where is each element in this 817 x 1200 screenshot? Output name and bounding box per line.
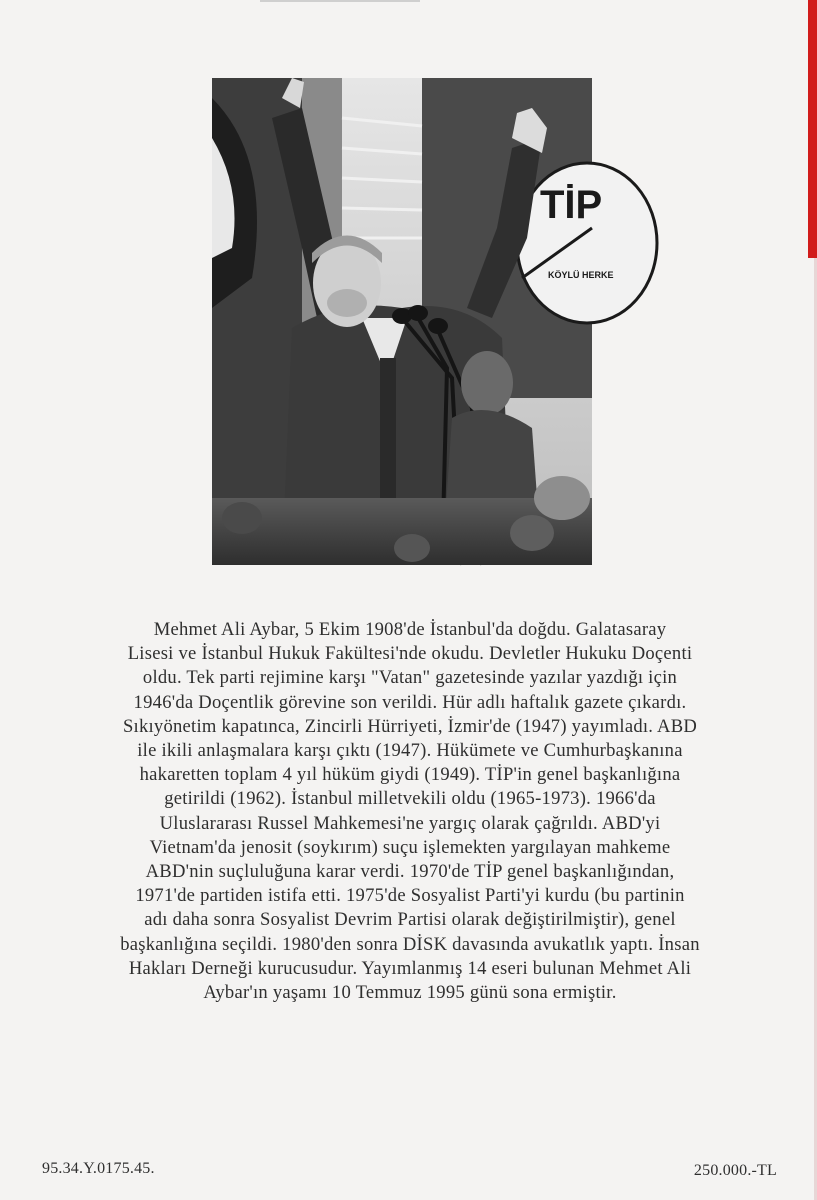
bio-line: Vietnam'da jenosit (soykırım) suçu işlemekten yargılayan mahkeme <box>149 836 671 858</box>
bio-line: 1946'da Doçentlik görevine son verildi. Hür adlı haftalık gazete çıkardı. <box>133 691 687 713</box>
tip-sign-subtext: KÖYLÜ HERKE <box>548 270 614 280</box>
author-biography <box>60 618 760 1005</box>
bio-line: Sıkıyönetim kapatınca, Zincirli Hürriyeti, İzmir'de (1947) yayımladı. ABD <box>122 715 698 737</box>
bio-line: başkanlığına seçildi. 1980'den sonra DİSK davasında avukatlık yaptı. İnsan <box>120 933 700 955</box>
bio-line: 1971'de partiden istifa etti. 1975'de Sosyalist Parti'yi kurdu (bu partinin <box>135 885 685 907</box>
bio-line: Uluslararası Russel Mahkemesi'ne yargıç olarak çağrıldı. ABD'yi <box>159 812 661 834</box>
bio-line: adı daha sonra Sosyalist Devrim Partisi olarak değiştirilmiştir), genel <box>144 909 676 931</box>
bio-line: hakaretten toplam 4 yıl hüküm giydi (1949). TİP'in genel başkanlığına <box>139 764 681 786</box>
bio-line: Aybar'ın yaşamı 10 Temmuz 1995 günü sona ermiştir. <box>203 982 617 1004</box>
bio-line: getirildi (1962). İstanbul milletvekili oldu (1965-1973). 1966'da <box>164 788 656 810</box>
catalog-code: 95.34.Y.0175.45. <box>42 1160 155 1177</box>
price-label: 250.000.-TL <box>693 1162 777 1179</box>
top-edge-rule <box>260 0 420 2</box>
bio-line: oldu. Tek parti rejimine karşı "Vatan" gazetesinde yazılar yazdığı için <box>142 667 678 689</box>
bio-line: Mehmet Ali Aybar, 5 Ekim 1908'de İstanbul'da doğdu. Galatasaray <box>153 619 667 640</box>
bio-line: Hakları Derneği kurucusudur. Yayımlanmış 14 eseri bulunan Mehmet Ali <box>128 957 692 979</box>
bio-line: Lisesi ve İstanbul Hukuk Fakültesi'nde okudu. Devletler Hukuku Doçenti <box>127 643 693 665</box>
cover-red-edge <box>808 0 817 258</box>
tip-sign <box>517 163 657 323</box>
bio-line: ile ikili anlaşmalara karşı çıktı (1947). Hükümete ve Cumhurbaşkanına <box>137 740 683 762</box>
bio-line: ABD'nin suçluluğuna karar verdi. 1970'de TİP genel başkanlığından, <box>145 861 675 883</box>
tip-sign-text: TİP <box>540 183 603 227</box>
author-photo <box>212 78 614 565</box>
